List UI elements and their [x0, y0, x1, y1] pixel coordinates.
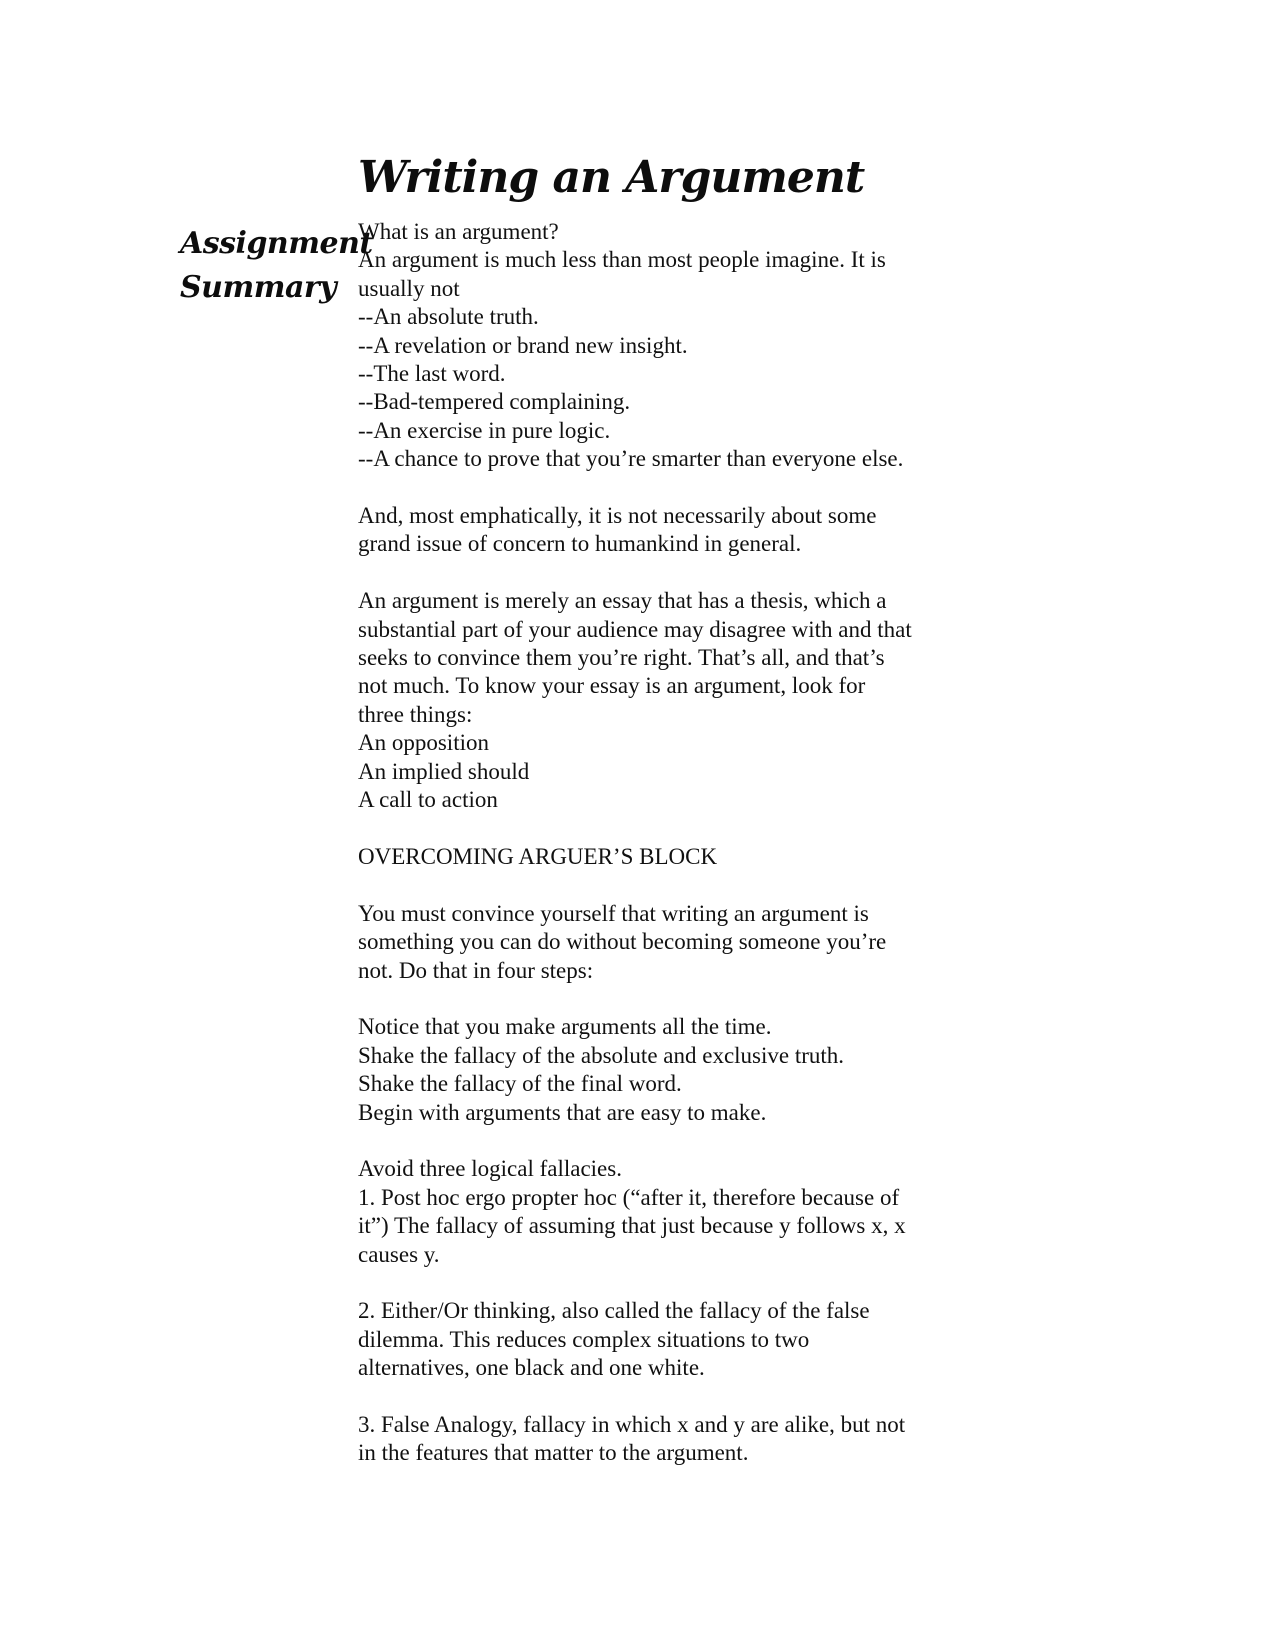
intro-list-item: --A revelation or brand new insight. — [358, 332, 688, 358]
section-heading: OVERCOMING ARGUER’S BLOCK — [358, 843, 718, 869]
side-heading — [180, 222, 373, 310]
definition-line: three things: — [358, 701, 473, 727]
definition-line: not much. To know your essay is an argument, look for — [358, 673, 866, 699]
fallacies-intro: Avoid three logical fallacies. — [358, 1156, 622, 1182]
side-heading-line: Summary — [180, 270, 337, 305]
intro-list-item: --The last word. — [358, 361, 506, 387]
definition-list-item: A call to action — [358, 787, 498, 813]
paragraph-gap — [358, 1127, 978, 1155]
intro-list-item: --Bad-tempered complaining. — [358, 389, 631, 415]
fallacy-2-line: 2. Either/Or thinking, also called the fallacy of the false — [358, 1298, 870, 1324]
intro-question: What is an argument? — [358, 219, 559, 244]
fallacy-3-line: 3. False Analogy, fallacy in which x and y are alike, but not — [358, 1411, 906, 1437]
paragraph-gap — [358, 559, 978, 587]
fallacy-2-line: alternatives, one black and one white. — [358, 1355, 705, 1381]
fallacy-1-line: causes y. — [358, 1241, 440, 1267]
intro-list-item: --An exercise in pure logic. — [358, 417, 611, 443]
fallacy-2-line: dilemma. This reduces complex situations to two — [358, 1326, 810, 1352]
paragraph-gap — [358, 871, 978, 899]
fallacy-1-line: 1. Post hoc ergo propter hoc (“after it, therefore because of — [358, 1184, 900, 1210]
definition-list-item: An implied should — [358, 758, 530, 784]
intro-line: An argument is much less than most people imagine. It is — [358, 247, 886, 273]
convince-line: not. Do that in four steps: — [358, 957, 594, 983]
convince-line: something you can do without becoming someone you’re — [358, 929, 887, 955]
paragraph-gap — [358, 815, 978, 843]
emphasis-line: And, most emphatically, it is not necessarily about some — [358, 503, 877, 529]
document-body — [358, 218, 978, 1468]
definition-line: substantial part of your audience may disagree with and that — [358, 616, 912, 642]
convince-line: You must convince yourself that writing an argument is — [358, 900, 869, 926]
intro-list-item: --A chance to prove that you’re smarter than everyone else. — [358, 446, 904, 472]
fallacy-3-line: in the features that matter to the argument. — [358, 1440, 749, 1466]
paragraph-gap — [358, 1383, 978, 1411]
paragraph-gap — [358, 1269, 978, 1297]
step-item: Shake the fallacy of the absolute and exclusive truth. — [358, 1042, 845, 1068]
definition-line: seeks to convince them you’re right. That’s all, and that’s — [358, 645, 885, 671]
side-heading-line: Assignment — [180, 226, 373, 261]
step-item: Notice that you make arguments all the time. — [358, 1014, 772, 1040]
intro-list-item: --An absolute truth. — [358, 304, 539, 330]
step-item: Shake the fallacy of the final word. — [358, 1071, 682, 1097]
intro-line: usually not — [358, 275, 460, 301]
fallacy-1-line: it”) The fallacy of assuming that just because y follows x, x — [358, 1213, 906, 1239]
step-item: Begin with arguments that are easy to make. — [358, 1099, 767, 1125]
definition-line: An argument is merely an essay that has a thesis, which a — [358, 588, 887, 614]
emphasis-line: grand issue of concern to humankind in general. — [358, 531, 802, 557]
paragraph-gap — [358, 474, 978, 502]
definition-list-item: An opposition — [358, 730, 489, 756]
paragraph-gap — [358, 985, 978, 1013]
document-title: Writing an Argument — [358, 152, 865, 203]
